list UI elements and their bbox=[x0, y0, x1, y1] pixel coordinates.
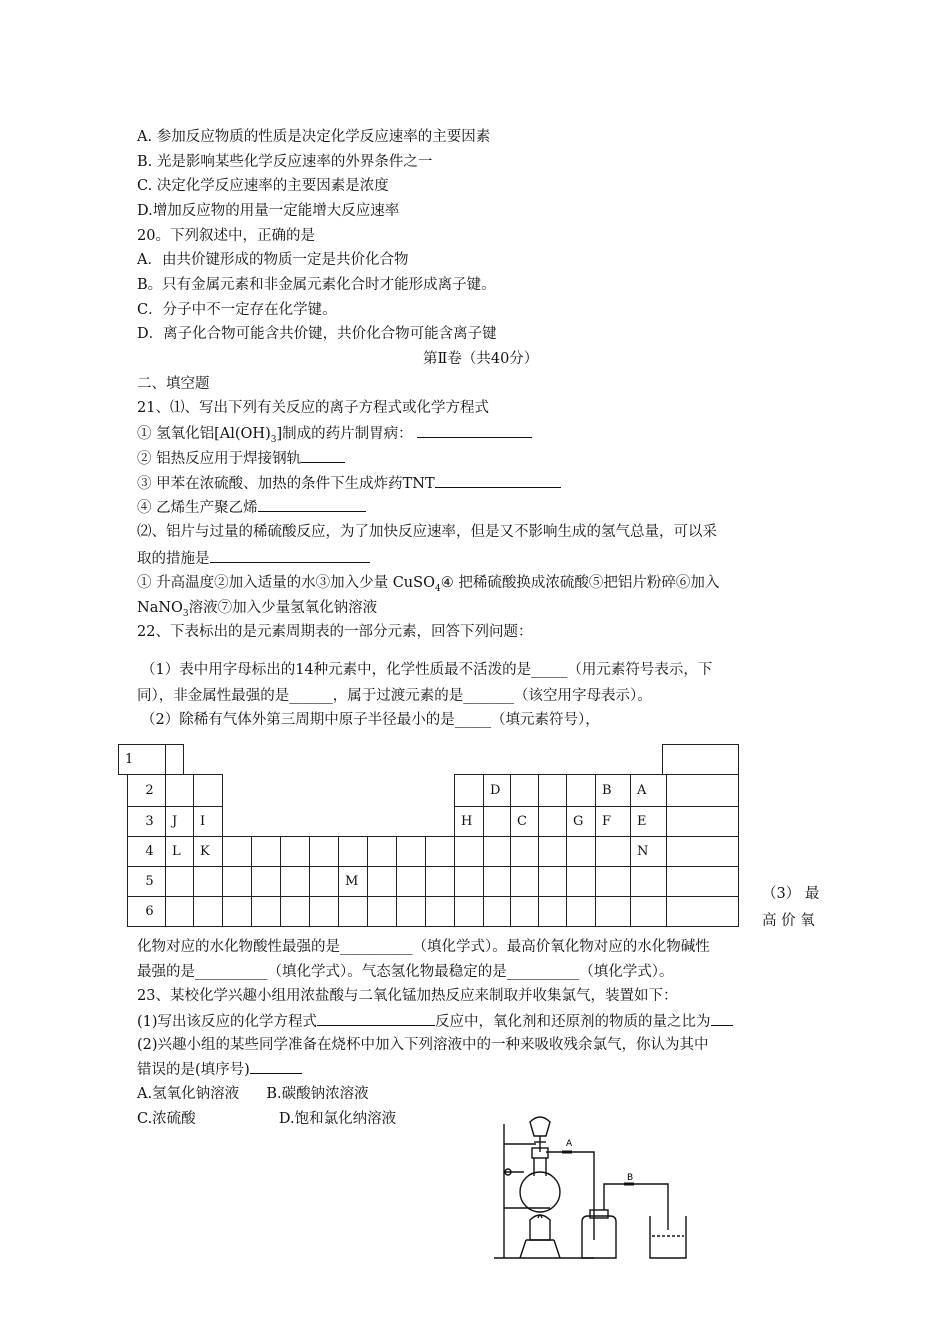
q22-part1-line2: 同），非金属性最强的是______，属于过渡元素的是_______（该空用字母表示）。 bbox=[137, 688, 652, 704]
table-cell-r5-c11 bbox=[454, 866, 484, 897]
q23-part2-line2-text: 错误的是(填序号) bbox=[137, 1062, 250, 1078]
q23-options-row1 bbox=[137, 1084, 369, 1104]
q22-stem: 22、下表标出的是元素周期表的一部分元素，回答下列问题： bbox=[137, 624, 533, 640]
table-cell-r5-c17 bbox=[630, 866, 667, 897]
q21-item4-text: ④ 乙烯生产聚乙烯 bbox=[137, 500, 258, 516]
table-cell-r6-c8 bbox=[367, 896, 397, 927]
q20-option-b: B。只有金属元素和非金属元素化合时才能形成离子键。 bbox=[137, 277, 496, 293]
table-cell-r6-c17 bbox=[630, 896, 667, 927]
element-label-d: D bbox=[490, 783, 501, 798]
table-cell-r2-c16 bbox=[595, 774, 631, 807]
table-cell-r4-c18 bbox=[666, 836, 739, 867]
table-cell-r4-c17 bbox=[630, 836, 667, 867]
q21-item4-blank[interactable] bbox=[258, 497, 366, 512]
section2-heading: 二、填空题 bbox=[137, 376, 210, 392]
element-label-period4: 4 bbox=[145, 844, 154, 859]
table-cell-r6-c3 bbox=[222, 896, 252, 927]
q22-part3-right2: 高 价 氧 bbox=[762, 913, 815, 929]
element-label-e: E bbox=[637, 814, 647, 829]
table-cell-r4-c8 bbox=[367, 836, 397, 867]
gas-collection-bottle bbox=[582, 1216, 616, 1258]
q21-part2-line2 bbox=[137, 548, 370, 569]
table-cell-r3-c12 bbox=[483, 806, 511, 837]
element-label-m: M bbox=[345, 874, 359, 889]
table-cell-r6-c2 bbox=[193, 896, 223, 927]
table-cell-r6-c1 bbox=[165, 896, 194, 927]
q22-part3-line1: 化物对应的水化物酸性最强的是__________（填化学式）。最高价氧化物对应的水化物碱性 bbox=[137, 939, 710, 955]
table-cell-he bbox=[662, 744, 739, 775]
q23-part1 bbox=[137, 1011, 733, 1032]
table-cell-r3-c14 bbox=[538, 806, 567, 837]
table-cell-r4-c10 bbox=[425, 836, 455, 867]
table-cell-r5-c2 bbox=[193, 866, 223, 897]
table-cell-r6-c10 bbox=[425, 896, 455, 927]
q23-part1-text-b: 反应中，氧化剂和还原剂的物质的量之比为 bbox=[435, 1014, 711, 1030]
table-cell-r4-c3 bbox=[222, 836, 252, 867]
element-label-f: F bbox=[602, 814, 612, 829]
element-label-period1: 1 bbox=[125, 752, 134, 767]
q21-item1-suffix: ]制成的药片制胃病： bbox=[276, 426, 413, 442]
q23-option-c: C.浓硫酸 bbox=[137, 1111, 196, 1127]
table-cell-r6-c13 bbox=[510, 896, 539, 927]
q23-ratio-blank[interactable] bbox=[711, 1011, 733, 1026]
table-cell-r4-c16 bbox=[595, 836, 631, 867]
q21-item1 bbox=[137, 423, 532, 450]
table-cell-r4-c5 bbox=[280, 836, 310, 867]
element-label-period3: 3 bbox=[145, 814, 154, 829]
table-cell-r2-c1 bbox=[165, 774, 194, 807]
table-cell-r3-c17 bbox=[630, 806, 667, 837]
table-cell-r4-c6 bbox=[309, 836, 339, 867]
separatory-funnel bbox=[530, 1117, 550, 1136]
table-cell-r4-c2 bbox=[193, 836, 223, 867]
table-cell-period-1 bbox=[118, 744, 166, 775]
q22-part3-right1: （3） 最 bbox=[762, 886, 820, 902]
element-label-h: H bbox=[461, 814, 473, 829]
element-label-l: L bbox=[172, 844, 181, 859]
table-cell-r6-c11 bbox=[454, 896, 484, 927]
label-tube-a: A bbox=[566, 1139, 573, 1149]
element-label-a: A bbox=[637, 783, 647, 798]
q19-option-b: B. 光是影响某些化学反应速率的外界条件之一 bbox=[137, 154, 433, 170]
table-cell-r3-c18 bbox=[666, 806, 739, 837]
alcohol-lamp bbox=[530, 1215, 550, 1240]
table-cell-r2-c0 bbox=[127, 774, 166, 807]
part2-title: 第Ⅱ卷（共40分） bbox=[423, 351, 539, 367]
table-cell-r5-c18 bbox=[666, 866, 739, 897]
q21-part2-blank[interactable] bbox=[210, 548, 370, 563]
table-cell-r4-c12 bbox=[483, 836, 511, 867]
table-cell-h bbox=[165, 744, 184, 775]
q21-item2 bbox=[137, 448, 345, 469]
table-cell-r6-c7 bbox=[338, 896, 368, 927]
element-label-period2: 2 bbox=[145, 783, 154, 798]
table-cell-r5-c12 bbox=[483, 866, 511, 897]
q23-option-b: B.碳酸钠浓溶液 bbox=[266, 1086, 369, 1102]
table-cell-r6-c12 bbox=[483, 896, 511, 927]
table-cell-r6-c15 bbox=[566, 896, 596, 927]
table-cell-r5-c4 bbox=[251, 866, 281, 897]
table-cell-r2-c12 bbox=[483, 774, 511, 807]
q21-choices-text-b: ④ 把稀硫酸换成浓硫酸⑤把铝片粉碎⑥加入 bbox=[440, 575, 720, 591]
table-cell-r2-c13 bbox=[510, 774, 539, 807]
table-cell-r4-c15 bbox=[566, 836, 596, 867]
element-label-i: I bbox=[200, 814, 206, 829]
table-cell-r5-c14 bbox=[538, 866, 567, 897]
table-cell-r6-c0 bbox=[127, 896, 166, 927]
q21-choices-sub1: 4 bbox=[434, 583, 441, 594]
q19-option-a: A. 参加反应物质的性质是决定化学反应速率的主要因素 bbox=[137, 129, 491, 145]
table-cell-r3-c11 bbox=[454, 806, 484, 837]
table-cell-r3-c2 bbox=[193, 806, 223, 837]
q21-item1-prefix: ① 氢氧化铝[Al(OH) bbox=[137, 426, 271, 442]
table-cell-r4-c0 bbox=[127, 836, 166, 867]
table-cell-r5-c6 bbox=[309, 866, 339, 897]
q21-item1-sub: 3 bbox=[270, 434, 277, 445]
q23-part2-blank[interactable] bbox=[250, 1059, 302, 1074]
q20-stem: 20。下列叙述中，正确的是 bbox=[137, 228, 315, 244]
q21-choices-line2 bbox=[137, 598, 377, 624]
table-cell-r6-c9 bbox=[396, 896, 426, 927]
q19-option-d: D.增加反应物的用量一定能增大反应速率 bbox=[137, 203, 400, 219]
delivery-tube-b bbox=[604, 1184, 668, 1230]
q21-item1-blank[interactable] bbox=[417, 423, 532, 438]
table-cell-r5-c16 bbox=[595, 866, 631, 897]
table-cell-r5-c15 bbox=[566, 866, 596, 897]
q20-option-c: C．分子中不一定存在化学键。 bbox=[137, 302, 337, 318]
table-cell-r6-c16 bbox=[595, 896, 631, 927]
table-cell-r6-c6 bbox=[309, 896, 339, 927]
table-cell-r3-c0 bbox=[127, 806, 166, 837]
q21-choices-text-d: 溶液⑦加入少量氢氧化钠溶液 bbox=[188, 600, 378, 616]
q23-equation-blank[interactable] bbox=[317, 1011, 435, 1026]
table-cell-r5-c3 bbox=[222, 866, 252, 897]
element-label-k: K bbox=[200, 844, 210, 859]
table-cell-r6-c5 bbox=[280, 896, 310, 927]
delivery-tube-a bbox=[546, 1152, 594, 1240]
element-label-g: G bbox=[573, 814, 584, 829]
table-cell-r4-c14 bbox=[538, 836, 567, 867]
element-label-j: J bbox=[172, 814, 178, 829]
q21-stem: 21、⑴、写出下列有关反应的离子方程式或化学方程式 bbox=[137, 400, 489, 416]
q22-part1-line1: （1）表中用字母标出的14种元素中，化学性质最不活泼的是_____（用元素符号表示，下 bbox=[141, 662, 713, 678]
q21-part2-line2-text: 取的措施是 bbox=[137, 551, 210, 567]
q21-item3-text: ③ 甲苯在浓硫酸、加热的条件下生成炸药TNT bbox=[137, 476, 435, 492]
q20-option-a: A．由共价键形成的物质一定是共价化合物 bbox=[137, 252, 409, 268]
table-cell-r2-c18 bbox=[666, 774, 739, 807]
q20-option-d: D．离子化合物可能含共价键，共价化合物可能含离子键 bbox=[137, 326, 497, 342]
table-cell-r2-c14 bbox=[538, 774, 567, 807]
table-cell-r5-c7 bbox=[338, 866, 368, 897]
element-label-b: B bbox=[602, 783, 612, 798]
table-cell-r4-c7 bbox=[338, 836, 368, 867]
q21-choices-line1 bbox=[137, 573, 719, 599]
table-cell-r4-c13 bbox=[510, 836, 539, 867]
element-label-period6: 6 bbox=[145, 904, 154, 919]
element-label-c: C bbox=[517, 814, 527, 829]
q21-item4 bbox=[137, 497, 366, 518]
q21-item3 bbox=[137, 473, 561, 494]
table-cell-r2-c15 bbox=[566, 774, 596, 807]
q21-part2-line1: ⑵、铝片与过量的稀硫酸反应，为了加快反应速率，但是又不影响生成的氢气总量，可以采 bbox=[137, 524, 717, 540]
table-cell-r3-c16 bbox=[595, 806, 631, 837]
table-cell-r5-c10 bbox=[425, 866, 455, 897]
q21-item2-text: ② 铝热反应用于焊接钢轨 bbox=[137, 451, 302, 467]
q23-options-row2 bbox=[137, 1109, 396, 1129]
table-cell-r5-c8 bbox=[367, 866, 397, 897]
q21-item3-blank[interactable] bbox=[435, 473, 561, 488]
table-cell-r6-c4 bbox=[251, 896, 281, 927]
table-cell-r5-c9 bbox=[396, 866, 426, 897]
q21-item2-blank[interactable] bbox=[301, 448, 345, 463]
q23-part1-text-a: (1)写出该反应的化学方程式 bbox=[137, 1014, 318, 1030]
table-cell-r6-c18 bbox=[666, 896, 739, 927]
q23-stem: 23、某校化学兴趣小组用浓盐酸与二氧化锰加热反应来制取并收集氯气，装置如下： bbox=[137, 988, 678, 1004]
q19-option-c: C. 决定化学反应速率的主要因素是浓度 bbox=[137, 178, 389, 194]
round-bottom-flask bbox=[520, 1172, 560, 1212]
table-cell-r5-c1 bbox=[165, 866, 194, 897]
table-cell-r4-c9 bbox=[396, 836, 426, 867]
table-cell-r5-c13 bbox=[510, 866, 539, 897]
q23-part2-line2 bbox=[137, 1059, 302, 1080]
table-cell-r3-c1 bbox=[165, 806, 194, 837]
table-cell-r2-c2 bbox=[193, 774, 223, 807]
table-cell-r6-c14 bbox=[538, 896, 567, 927]
table-cell-r2-c17 bbox=[630, 774, 667, 807]
q21-choices-text-a: ① 升高温度②加入适量的水③加入少量 CuSO bbox=[137, 575, 435, 591]
chlorine-apparatus-diagram bbox=[490, 1112, 700, 1262]
label-tube-b: B bbox=[627, 1173, 634, 1183]
table-cell-r5-c0 bbox=[127, 866, 166, 897]
table-cell-r4-c4 bbox=[251, 836, 281, 867]
q21-choices-sub2: 3 bbox=[182, 608, 189, 619]
table-cell-r3-c15 bbox=[566, 806, 596, 837]
q22-part2: （2）除稀有气体外第三周期中原子半径最小的是_____（填元素符号）， bbox=[141, 712, 600, 728]
q21-choices-text-c: NaNO bbox=[137, 600, 183, 616]
q23-option-a: A.氢氧化钠溶液 bbox=[137, 1086, 240, 1102]
q22-part3-line2: 最强的是__________（填化学式）。气态氢化物最稳定的是__________（填化学式）。 bbox=[137, 964, 674, 980]
table-cell-r4-c1 bbox=[165, 836, 194, 867]
q23-part2-line1: (2)兴趣小组的某些同学准备在烧杯中加入下列溶液中的一种来吸收残余氯气，你认为其中 bbox=[137, 1037, 709, 1053]
element-label-n: N bbox=[637, 844, 649, 859]
q23-option-d: D.饱和氯化纳溶液 bbox=[278, 1111, 397, 1127]
table-cell-r4-c11 bbox=[454, 836, 484, 867]
table-cell-r2-c11 bbox=[454, 774, 484, 807]
table-cell-r3-c13 bbox=[510, 806, 539, 837]
table-cell-r5-c5 bbox=[280, 866, 310, 897]
element-label-period5: 5 bbox=[145, 874, 154, 889]
